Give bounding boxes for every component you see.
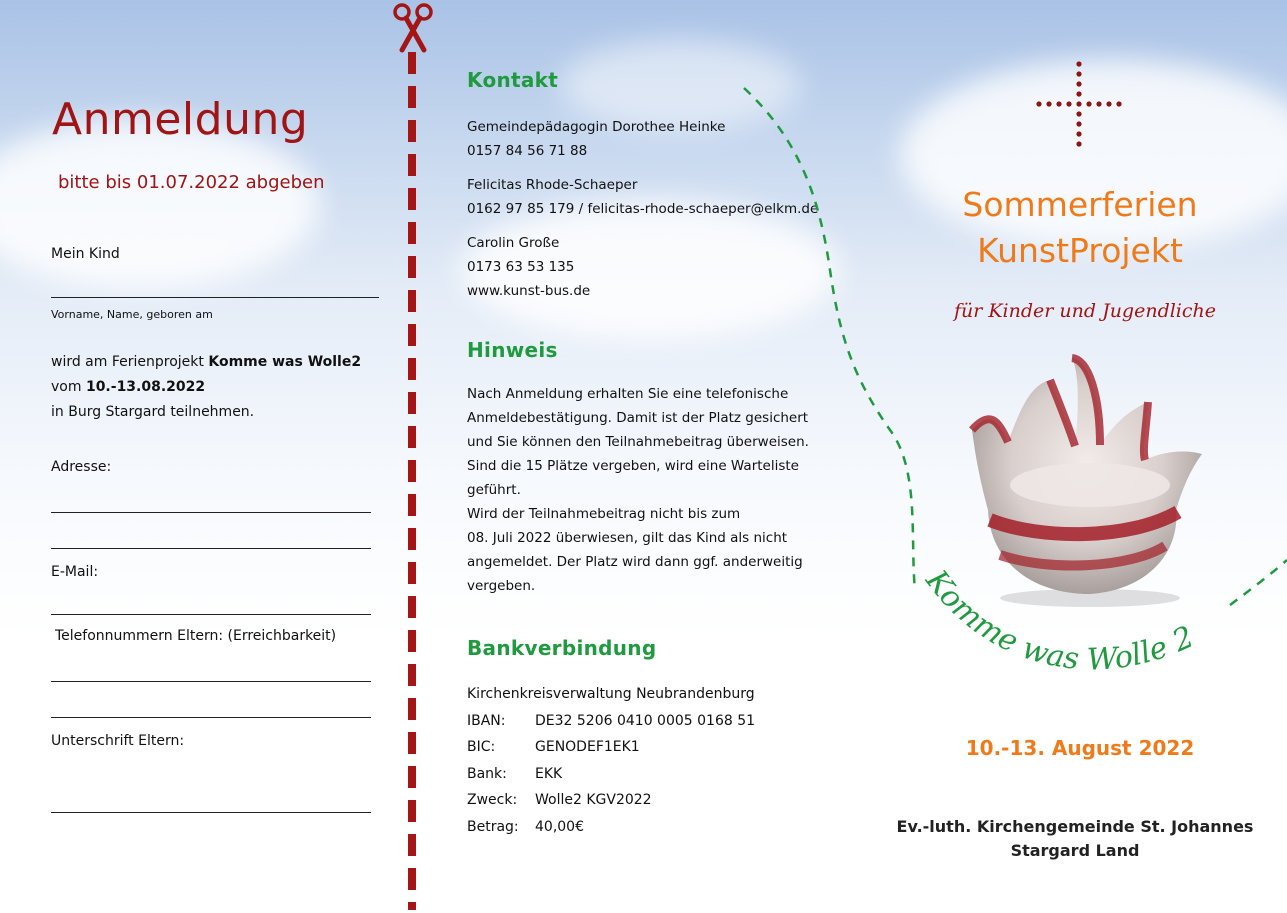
bank-key: Zweck: — [467, 792, 518, 808]
contact-phone: 0173 63 53 135 — [467, 259, 575, 275]
registration-title: Anmeldung — [52, 94, 309, 145]
signature-label: Unterschrift Eltern: — [51, 733, 185, 749]
bank-value: Wolle2 KGV2022 — [535, 792, 652, 808]
bank-key: Betrag: — [467, 818, 519, 835]
project-title-line-1: Sommerferien — [962, 185, 1198, 224]
phone-line-2[interactable] — [51, 717, 371, 718]
email-line[interactable] — [51, 614, 371, 615]
child-name-hint: Vorname, Name, geboren am — [51, 308, 213, 321]
my-child-label: Mein Kind — [51, 246, 120, 262]
script-text: Komme was Wolle 2 — [918, 563, 1200, 678]
participation-text-1: wird am Ferienprojekt — [51, 354, 209, 370]
contact-phone-email[interactable]: 0162 97 85 179 / felicitas-rhode-schaeper@elkm.de — [467, 201, 819, 217]
project-title-line-2: KunstProjekt — [977, 231, 1183, 270]
contact-phone: 0157 84 56 71 88 — [467, 143, 588, 159]
participation-text — [51, 350, 391, 425]
contact-name: Carolin Große — [467, 235, 560, 251]
bank-key: Bank: — [467, 765, 507, 782]
deadline-note: bitte bis 01.07.2022 abgeben — [58, 172, 325, 193]
notice-line: angemeldet. Der Platz wird dann ggf. anderweitig — [467, 554, 803, 570]
bank-row-iban — [467, 708, 847, 735]
bank-heading: Bankverbindung — [467, 636, 657, 660]
notice-line: 08. Juli 2022 überwiesen, gilt das Kind als nicht — [467, 530, 788, 546]
bank-name: Kirchenkreisverwaltung Neubrandenburg — [467, 686, 755, 702]
bank-row-bic — [467, 734, 847, 761]
church-name — [890, 815, 1260, 863]
contact-heading: Kontakt — [467, 68, 559, 92]
scissors-icon — [390, 2, 436, 54]
notice-line: vergeben. — [467, 578, 536, 594]
project-dates: 10.-13.08.2022 — [85, 379, 206, 395]
participation-text-2: vom — [51, 379, 86, 395]
notice-line: und Sie können den Teilnahmebeitrag überweisen. — [467, 434, 809, 450]
address-line-1[interactable] — [51, 512, 371, 513]
address-line-2[interactable] — [51, 548, 371, 549]
participation-text-3: in Burg Stargard teilnehmen. — [51, 404, 255, 420]
bank-details — [467, 681, 847, 840]
bank-value: GENODEF1EK1 — [535, 739, 640, 755]
address-label: Adresse: — [51, 459, 112, 475]
dotted-cross-icon — [1033, 60, 1125, 152]
website-link[interactable]: www.kunst-bus.de — [467, 283, 591, 299]
contact-name: Gemeindepädagogin Dorothee Heinke — [467, 119, 726, 135]
bank-value: DE32 5206 0410 0005 0168 51 — [535, 712, 756, 729]
cut-line — [408, 52, 416, 910]
bank-row-amount — [467, 814, 847, 841]
notice-line: Nach Anmeldung erhalten Sie eine telefonische — [467, 386, 789, 402]
notice-line: Sind die 15 Plätze vergeben, wird eine Warteliste — [467, 458, 799, 474]
phone-line-1[interactable] — [51, 681, 371, 682]
script-text-komme-was-wolle — [905, 560, 1265, 700]
church-name-line-2: Stargard Land — [1010, 841, 1140, 860]
notice-line: Wird der Teilnahmebeitrag nicht bis zum — [467, 506, 741, 522]
notice-line: Anmeldebestätigung. Damit ist der Platz gesichert — [467, 410, 809, 426]
bank-value: EKK — [535, 765, 563, 782]
bank-value: 40,00€ — [535, 818, 584, 835]
child-name-line[interactable] — [51, 297, 379, 298]
bank-key: IBAN: — [467, 712, 506, 729]
phone-label: Telefonnummern Eltern: (Erreichbarkeit) — [55, 628, 337, 644]
notice-line: geführt. — [467, 482, 521, 498]
church-name-line-1: Ev.-luth. Kirchengemeinde St. Johannes — [896, 817, 1254, 836]
svg-text:Komme was Wolle 2 — [918, 563, 1199, 678]
contact-name: Felicitas Rhode-Schaeper — [467, 177, 638, 193]
registration-panel — [0, 0, 395, 913]
email-label: E-Mail: — [51, 564, 99, 580]
notice-heading: Hinweis — [467, 338, 558, 362]
audience-text: für Kinder und Jugendliche — [953, 300, 1217, 322]
signature-line[interactable] — [51, 812, 371, 813]
bank-row-bank — [467, 761, 847, 788]
project-name: Komme was Wolle2 — [208, 354, 362, 370]
bank-row-purpose — [467, 787, 847, 814]
project-date: 10.-13. August 2022 — [965, 736, 1195, 760]
project-title — [920, 182, 1240, 274]
bank-key: BIC: — [467, 739, 496, 755]
